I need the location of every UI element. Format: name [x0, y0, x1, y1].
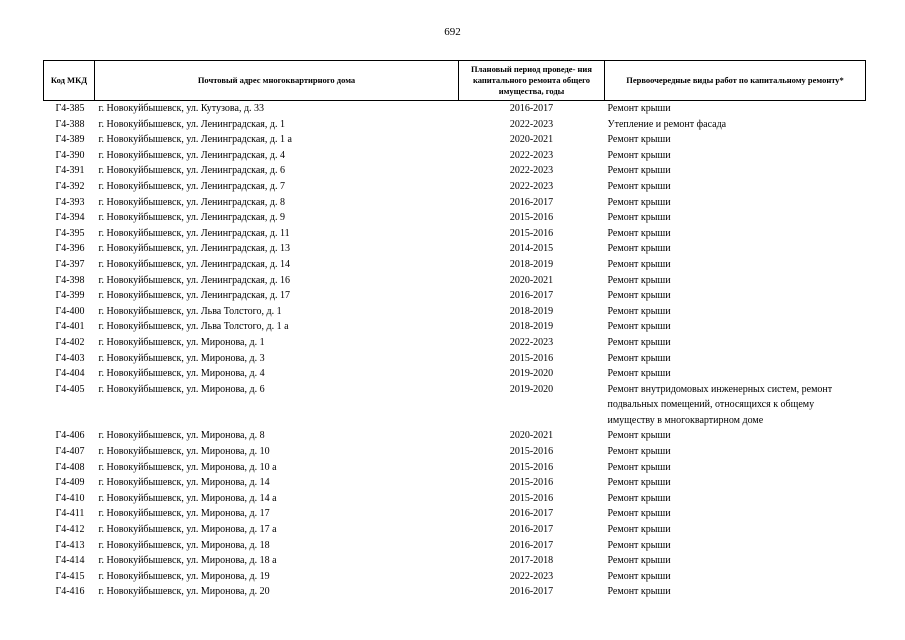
table-row — [44, 475, 866, 491]
cell-works: Ремонт крыши — [607, 212, 671, 224]
table-row — [44, 335, 866, 351]
cell-address: г. Новокуйбышевск, ул. Ленинградская, д. 6 — [98, 165, 285, 177]
cell-period: 2020-2021 — [509, 430, 554, 442]
cell-address: г. Новокуйбышевск, ул. Льва Толстого, д. 1 — [98, 305, 282, 317]
cell-period: 2019-2020 — [509, 368, 554, 380]
cell-period: 2018-2019 — [509, 305, 554, 317]
cell-works: Ремонт крыши — [607, 180, 671, 192]
cell-code: Г4-398 — [55, 274, 85, 286]
cell-works: Ремонт внутридомовых инженерных систем, ремонт подвальных помещений, относящихся к общему имуществу в многоквартирном доме — [607, 383, 833, 426]
cell-period: 2019-2020 — [509, 383, 554, 395]
table-row — [44, 163, 866, 179]
cell-code: Г4-402 — [55, 336, 85, 348]
header-period: Плановый период проведе- ния капитального ремонта общего имущества, годы — [459, 61, 605, 101]
cell-code: Г4-400 — [55, 305, 85, 317]
table-row — [44, 506, 866, 522]
cell-works: Ремонт крыши — [607, 321, 671, 333]
cell-code: Г4-397 — [55, 258, 85, 270]
table-body — [44, 101, 866, 601]
cell-code: Г4-385 — [55, 103, 85, 114]
cell-period: 2020-2021 — [509, 274, 554, 286]
cell-works: Ремонт крыши — [607, 103, 671, 114]
cell-period: 2015-2016 — [509, 492, 554, 504]
cell-works: Ремонт крыши — [607, 477, 671, 489]
cell-works: Ремонт крыши — [607, 539, 671, 551]
cell-address: г. Новокуйбышевск, ул. Ленинградская, д. 17 — [98, 290, 290, 302]
cell-works: Ремонт крыши — [607, 586, 671, 598]
cell-works: Ремонт крыши — [607, 524, 671, 536]
table-row — [44, 132, 866, 148]
table-row — [44, 226, 866, 242]
table-row — [44, 117, 866, 133]
cell-works: Ремонт крыши — [607, 274, 671, 286]
cell-code: Г4-408 — [55, 461, 85, 473]
cell-works: Ремонт крыши — [607, 492, 671, 504]
table-row — [44, 195, 866, 211]
table-row — [44, 148, 866, 164]
cell-works: Ремонт крыши — [607, 461, 671, 473]
cell-works: Ремонт крыши — [607, 227, 671, 239]
cell-works: Ремонт крыши — [607, 305, 671, 317]
table-header — [44, 61, 866, 101]
table-row — [44, 444, 866, 460]
cell-code: Г4-407 — [55, 446, 85, 458]
cell-code: Г4-415 — [55, 570, 85, 582]
table-row — [44, 319, 866, 335]
cell-works: Ремонт крыши — [607, 134, 671, 146]
cell-period: 2015-2016 — [509, 477, 554, 489]
table-row — [44, 101, 866, 117]
cell-works: Ремонт крыши — [607, 196, 671, 208]
table-row — [44, 366, 866, 382]
cell-works: Ремонт крыши — [607, 290, 671, 302]
cell-code: Г4-388 — [55, 118, 85, 130]
cell-code: Г4-391 — [55, 165, 85, 177]
cell-period: 2016-2017 — [509, 539, 554, 551]
header-works: Первоочередные виды работ по капитальному ремонту* — [605, 61, 866, 101]
cell-address: г. Новокуйбышевск, ул. Миронова, д. 10 — [98, 446, 270, 458]
cell-period: 2016-2017 — [509, 524, 554, 536]
cell-works: Ремонт крыши — [607, 555, 671, 567]
cell-address: г. Новокуйбышевск, ул. Кутузова, д. 33 — [98, 103, 265, 114]
cell-code: Г4-409 — [55, 477, 85, 489]
table-row — [44, 491, 866, 507]
cell-code: Г4-413 — [55, 539, 85, 551]
cell-works: Ремонт крыши — [607, 149, 671, 161]
cell-code: Г4-389 — [55, 134, 85, 146]
table-row — [44, 241, 866, 257]
cell-code: Г4-395 — [55, 227, 85, 239]
cell-address: г. Новокуйбышевск, ул. Ленинградская, д. 14 — [98, 258, 290, 270]
cell-period: 2022-2023 — [509, 149, 554, 161]
cell-code: Г4-401 — [55, 321, 85, 333]
cell-address: г. Новокуйбышевск, ул. Ленинградская, д. 1 а — [98, 134, 292, 146]
cell-period: 2015-2016 — [509, 227, 554, 239]
cell-period: 2020-2021 — [509, 134, 554, 146]
cell-address: г. Новокуйбышевск, ул. Миронова, д. 1 — [98, 336, 265, 348]
cell-period: 2022-2023 — [509, 118, 554, 130]
cell-works: Ремонт крыши — [607, 570, 671, 582]
cell-period: 2022-2023 — [509, 336, 554, 348]
cell-address: г. Новокуйбышевск, ул. Миронова, д. 18 — [98, 539, 270, 551]
table-row — [44, 553, 866, 569]
cell-code: Г4-403 — [55, 352, 85, 364]
cell-code: Г4-414 — [55, 555, 85, 567]
table-row — [44, 273, 866, 289]
cell-period: 2016-2017 — [509, 103, 554, 114]
cell-period: 2022-2023 — [509, 570, 554, 582]
cell-code: Г4-392 — [55, 180, 85, 192]
cell-address: г. Новокуйбышевск, ул. Миронова, д. 10 а — [98, 461, 277, 473]
table-row — [44, 538, 866, 554]
table-row — [44, 460, 866, 476]
cell-works: Ремонт крыши — [607, 508, 671, 520]
cell-address: г. Новокуйбышевск, ул. Ленинградская, д. 1 — [98, 118, 285, 130]
cell-address: г. Новокуйбышевск, ул. Миронова, д. 18 а — [98, 555, 277, 567]
cell-address: г. Новокуйбышевск, ул. Миронова, д. 19 — [98, 570, 270, 582]
cell-period: 2014-2015 — [509, 243, 554, 255]
cell-works: Ремонт крыши — [607, 368, 671, 380]
cell-address: г. Новокуйбышевск, ул. Миронова, д. 8 — [98, 430, 265, 442]
cell-works: Утепление и ремонт фасада — [607, 118, 727, 130]
cell-period: 2015-2016 — [509, 461, 554, 473]
table-row — [44, 522, 866, 538]
cell-period: 2015-2016 — [509, 212, 554, 224]
cell-period: 2017-2018 — [509, 555, 554, 567]
cell-address: г. Новокуйбышевск, ул. Ленинградская, д. 4 — [98, 149, 285, 161]
cell-address: г. Новокуйбышевск, ул. Миронова, д. 17 — [98, 508, 270, 520]
cell-code: Г4-394 — [55, 212, 85, 224]
cell-period: 2022-2023 — [509, 165, 554, 177]
cell-code: Г4-393 — [55, 196, 85, 208]
cell-code: Г4-411 — [55, 508, 85, 520]
cell-code: Г4-406 — [55, 430, 85, 442]
cell-address: г. Новокуйбышевск, ул. Миронова, д. 4 — [98, 368, 265, 380]
table-row — [44, 257, 866, 273]
cell-address: г. Новокуйбышевск, ул. Ленинградская, д. 8 — [98, 196, 285, 208]
cell-period: 2016-2017 — [509, 196, 554, 208]
cell-code: Г4-404 — [55, 368, 85, 380]
cell-works: Ремонт крыши — [607, 446, 671, 458]
cell-works: Ремонт крыши — [607, 258, 671, 270]
cell-code: Г4-405 — [55, 383, 85, 395]
cell-period: 2016-2017 — [509, 508, 554, 520]
cell-code: Г4-410 — [55, 492, 85, 504]
capital-repair-table — [43, 60, 866, 600]
cell-address: г. Новокуйбышевск, ул. Льва Толстого, д. 1 а — [98, 321, 289, 333]
cell-address: г. Новокуйбышевск, ул. Ленинградская, д. 11 — [98, 227, 290, 239]
cell-code: Г4-390 — [55, 149, 85, 161]
cell-address: г. Новокуйбышевск, ул. Миронова, д. 17 а — [98, 524, 277, 536]
cell-period: 2018-2019 — [509, 258, 554, 270]
table-row — [44, 351, 866, 367]
header-address: Почтовый адрес многоквартирного дома — [95, 61, 459, 101]
cell-period: 2015-2016 — [509, 352, 554, 364]
cell-code: Г4-416 — [55, 586, 85, 598]
cell-period: 2018-2019 — [509, 321, 554, 333]
cell-period: 2016-2017 — [509, 586, 554, 598]
cell-works: Ремонт крыши — [607, 352, 671, 364]
table-row — [44, 210, 866, 226]
table-row — [44, 382, 866, 429]
cell-works: Ремонт крыши — [607, 243, 671, 255]
cell-code: Г4-412 — [55, 524, 85, 536]
cell-works: Ремонт крыши — [607, 336, 671, 348]
cell-address: г. Новокуйбышевск, ул. Миронова, д. 14 а — [98, 492, 277, 504]
cell-period: 2015-2016 — [509, 446, 554, 458]
cell-works: Ремонт крыши — [607, 430, 671, 442]
table-row — [44, 428, 866, 444]
cell-address: г. Новокуйбышевск, ул. Ленинградская, д. 13 — [98, 243, 290, 255]
cell-code: Г4-399 — [55, 290, 85, 302]
table-row — [44, 288, 866, 304]
cell-address: г. Новокуйбышевск, ул. Ленинградская, д. 9 — [98, 212, 285, 224]
header-code: Код МКД — [44, 61, 95, 101]
table-row — [44, 569, 866, 585]
cell-address: г. Новокуйбышевск, ул. Миронова, д. 20 — [98, 586, 270, 598]
cell-period: 2022-2023 — [509, 180, 554, 192]
table-row — [44, 179, 866, 195]
cell-address: г. Новокуйбышевск, ул. Миронова, д. 3 — [98, 352, 265, 364]
cell-address: г. Новокуйбышевск, ул. Ленинградская, д. 7 — [98, 180, 285, 192]
table-row — [44, 304, 866, 320]
cell-address: г. Новокуйбышевск, ул. Миронова, д. 14 — [98, 477, 270, 489]
table-row — [44, 584, 866, 600]
cell-code: Г4-396 — [55, 243, 85, 255]
cell-address: г. Новокуйбышевск, ул. Ленинградская, д. 16 — [98, 274, 290, 286]
cell-period: 2016-2017 — [509, 290, 554, 302]
cell-works: Ремонт крыши — [607, 165, 671, 177]
page-number: 692 — [444, 26, 461, 38]
cell-address: г. Новокуйбышевск, ул. Миронова, д. 6 — [98, 383, 265, 395]
